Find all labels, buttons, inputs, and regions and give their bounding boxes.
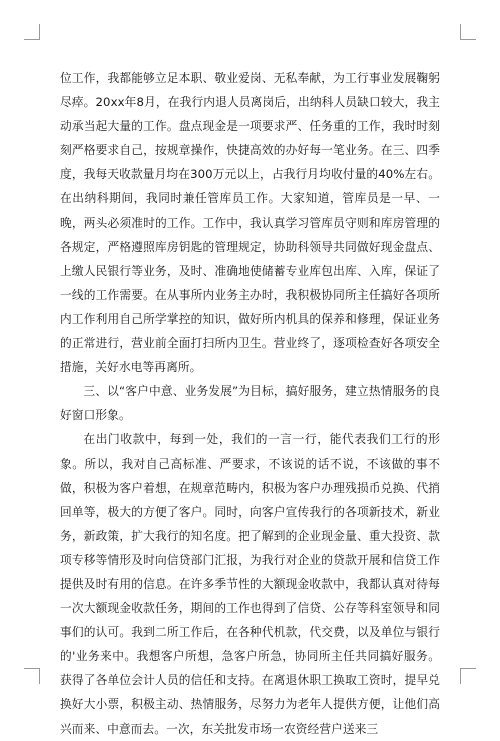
crop-mark-top-left	[24, 24, 40, 40]
crop-mark-bottom-right	[460, 668, 476, 684]
crop-mark-top-right	[460, 24, 476, 40]
document-body	[60, 66, 440, 741]
paragraph-work-duties: 位工作，我都能够立足本职、敬业爱岗、无私奉献，为工行事业发展鞠躬尽瘁。20xx年8月，在我行内退人员离岗后，出纳科人员缺口较大，我主动承当起大量的工作。盘点现金是一项要求严、任务重的工作，我时时刻刻严格要求自己，按规章操作，快捷高效的办好每一笔业务。在三、四季度，我每天收款量月均在300万元以上，占我行月均收付量的40%左右。在出纳科期间，我同时兼任管库员工作。大家知道，管库员是一早、一晚，两头必须准时的工作。工作中，我认真学习管库员守则和库房管理的各规定，严格遵照库房钥匙的管理规定，协助科领导共同做好现金盘点、上缴人民银行等业务，及时、准确地使储蓄专业库包出库、入库，保证了一线的工作需要。在从事所内业务主办时，我积极协同所主任搞好各项所内工作利用自己所学掌控的知识，做好所内机具的保养和修理，保证业务的正常进行，营业前全面打扫所内卫生。营业终了，逐项检查好各项安全措施，关好水电等再离所。	[60, 71, 440, 375]
section-heading-customer-service: 三、以“客户中意、业务发展”为目标，搞好服务，建立热情服务的良好窗口形象。	[60, 384, 440, 423]
paragraph-customer-service: 在出门收款中，每到一处，我们的一言一行，能代表我们工行的形象。所以，我对自己高标准、严要求，不该说的话不说，不该做的事不做，积极为客户着想，在规章范畴内，积极为客户办理残损币兑换、代捎回单等，极大的方便了客户。同时，向客户宣传我行的各项新技术，新业务，新政策，扩大我行的知名度。把了解到的企业现金量、重大投资、款项专移等情形及时向信贷部门汇报，为我行对企业的贷款开展和信贷工作提供及时有用的信息。在许多季节性的大额现金收款中，我都认真对待每一次大额现金收款任务，期间的工作也得到了信贷、公存等科室领导和同事们的认可。我到二所工作后，在各种代机款，代交费，以及单位与银行的'业务来中。我想客户所想，急客户所急，协同所主任共同搞好服务。获得了各单位会计人员的信任和支持。在离退休职工换取工资时，提早兑换好大小票，积极主动、热情服务，尽努力为老年人提供方便，让他们高兴而来、中意而去。一次，东关批发市场一农资经营户送来三	[60, 432, 440, 736]
crop-mark-bottom-left	[24, 668, 40, 684]
